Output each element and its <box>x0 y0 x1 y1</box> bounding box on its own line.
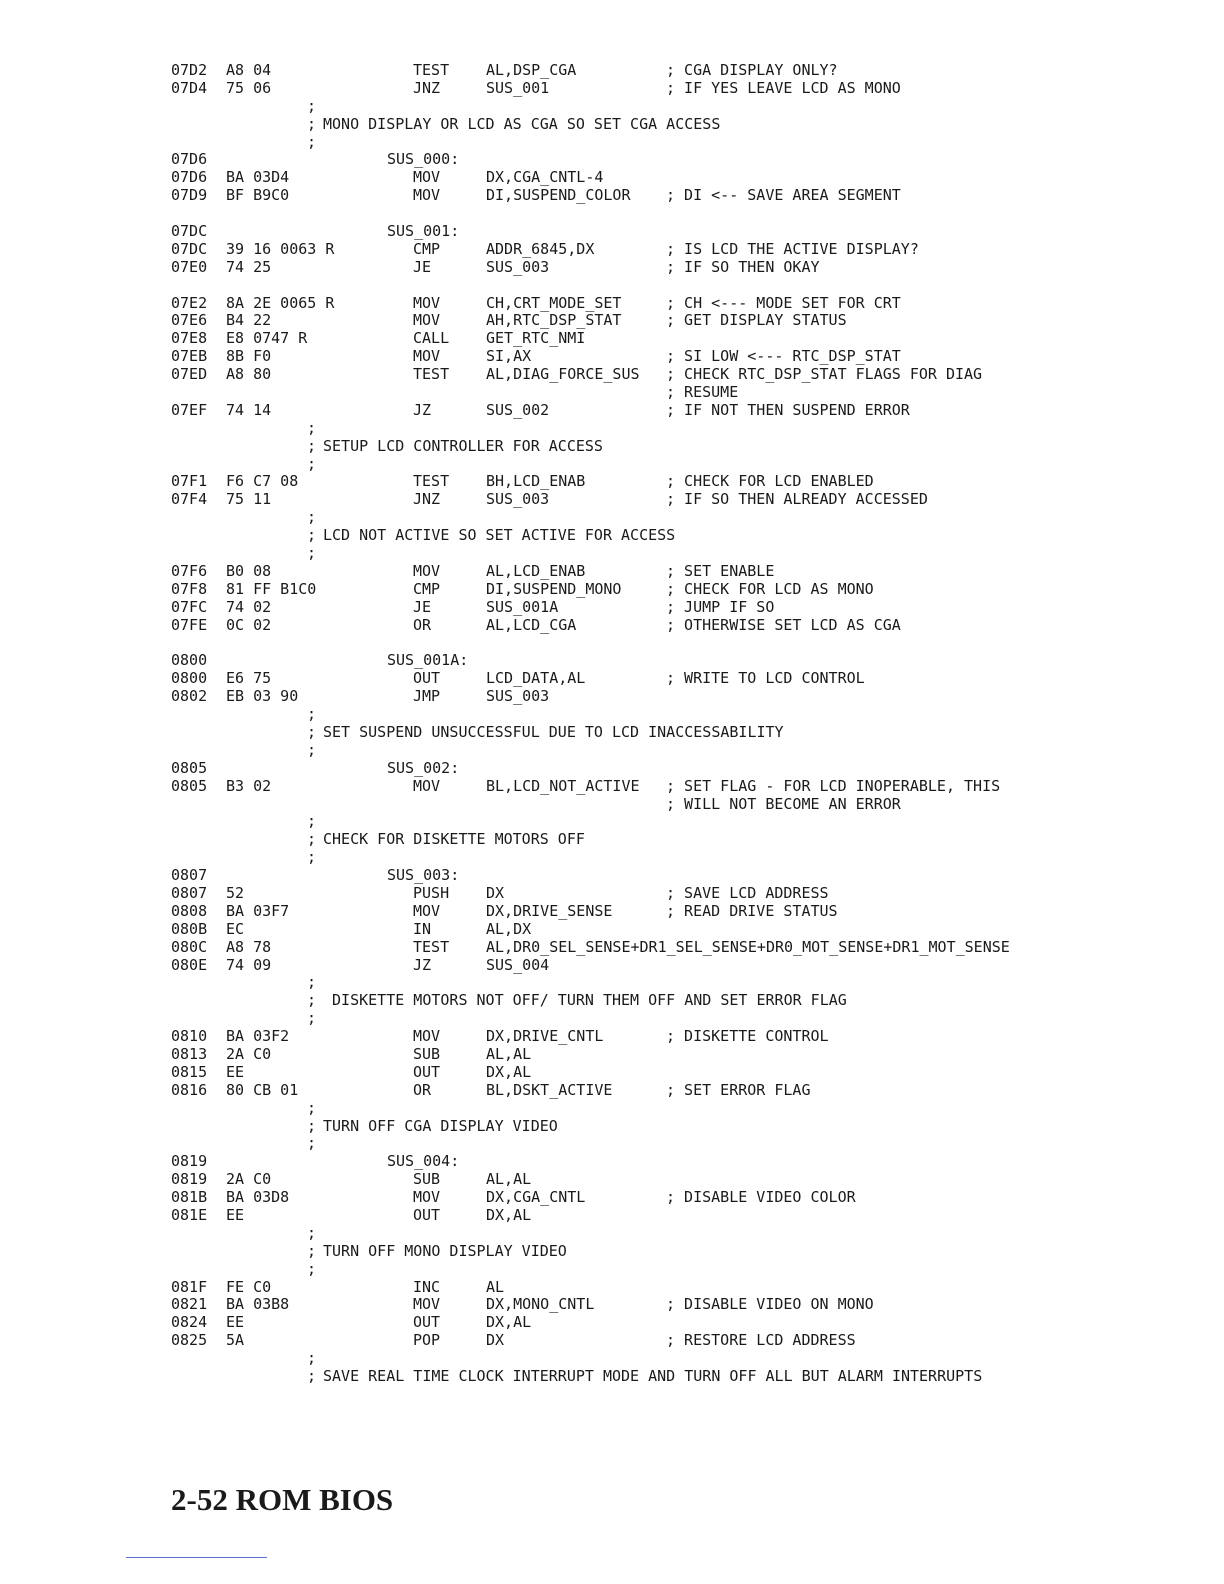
comment-marker: ; <box>307 1134 317 1153</box>
opcode: TEST <box>413 61 450 79</box>
machine-code: 80 CB 01 <box>226 1080 299 1099</box>
operands: BL,DSKT_ACTIVE <box>486 1080 613 1099</box>
address: 0824 <box>171 1313 208 1332</box>
machine-code: 74 09 <box>226 955 272 974</box>
machine-code: 75 06 <box>226 78 272 97</box>
code-line <box>0 295 1224 313</box>
operands: DX,AL <box>486 1206 532 1224</box>
address: 081F <box>171 1277 208 1296</box>
comment-marker: ; <box>307 722 317 741</box>
operands: BH,LCD_ENAB <box>486 472 586 491</box>
comment-marker: ; <box>307 526 317 545</box>
inline-comment: ; IF SO THEN OKAY <box>666 257 820 276</box>
operands: CH,CRT_MODE_SET <box>486 293 622 312</box>
machine-code: 8B F0 <box>226 347 272 366</box>
code-line <box>0 491 1224 509</box>
address: 0825 <box>171 1331 208 1350</box>
address: 07EB <box>171 347 208 366</box>
machine-code: 8A 2E 0065 R <box>226 293 335 312</box>
comment-marker: ; <box>307 1259 317 1278</box>
inline-comment: ; DISABLE VIDEO ON MONO <box>666 1295 874 1314</box>
code-label: SUS_001A: <box>387 651 469 670</box>
address: 07F6 <box>171 561 208 580</box>
machine-code: EC <box>226 919 245 938</box>
machine-code: EE <box>226 1062 245 1081</box>
machine-code: B3 02 <box>226 776 272 795</box>
code-line <box>0 348 1224 366</box>
address: 07D4 <box>171 78 208 97</box>
address: 0821 <box>171 1295 208 1314</box>
comment-marker: ; <box>307 1098 317 1117</box>
machine-code: 0C 02 <box>226 615 272 634</box>
comment-marker-line <box>0 1350 1224 1368</box>
address: 0807 <box>171 866 208 885</box>
machine-code: 75 11 <box>226 490 272 509</box>
inline-comment: ; DISKETTE CONTROL <box>666 1027 829 1046</box>
opcode: CMP <box>413 579 441 598</box>
opcode: MOV <box>413 901 441 920</box>
address: 0805 <box>171 776 208 795</box>
inline-comment: ; DISABLE VIDEO COLOR <box>666 1188 856 1207</box>
address: 07DC <box>171 222 208 241</box>
opcode: JNZ <box>413 490 441 509</box>
address: 0808 <box>171 901 208 920</box>
address: 07ED <box>171 365 208 384</box>
comment-marker-line <box>0 456 1224 474</box>
code-label: SUS_002: <box>387 758 460 777</box>
code-line <box>0 885 1224 903</box>
inline-comment: ; IF SO THEN ALREADY ACCESSED <box>666 490 928 509</box>
operands: DX,DRIVE_CNTL <box>486 1027 604 1046</box>
section-comment <box>0 724 1224 742</box>
address: 0816 <box>171 1080 208 1099</box>
section-comment <box>0 992 1224 1010</box>
code-line <box>0 921 1224 939</box>
code-line <box>0 151 1224 169</box>
address: 07D6 <box>171 168 208 187</box>
section-comment <box>0 116 1224 134</box>
opcode: OUT <box>413 1313 441 1332</box>
opcode: MOV <box>413 776 441 795</box>
comment-marker: ; <box>307 1223 317 1242</box>
machine-code: A8 04 <box>226 61 272 79</box>
opcode: JMP <box>413 687 441 706</box>
inline-comment: ; CH <--- MODE SET FOR CRT <box>666 293 901 312</box>
address: 07F1 <box>171 472 208 491</box>
inline-comment: ; RESUME <box>666 383 739 402</box>
comment-marker-line <box>0 706 1224 724</box>
inline-comment: ; IF YES LEAVE LCD AS MONO <box>666 78 901 97</box>
opcode: OR <box>413 1080 432 1099</box>
inline-comment: ; OTHERWISE SET LCD AS CGA <box>666 615 901 634</box>
address: 07D9 <box>171 186 208 205</box>
inline-comment: ; CHECK FOR LCD AS MONO <box>666 579 874 598</box>
comment-marker: ; <box>307 1367 317 1386</box>
comment-marker-line <box>0 742 1224 760</box>
operands: DX,DRIVE_SENSE <box>486 901 613 920</box>
inline-comment: ; GET DISPLAY STATUS <box>666 311 847 330</box>
opcode: JZ <box>413 400 432 419</box>
inline-comment: ; SET ERROR FLAG <box>666 1080 811 1099</box>
opcode: JE <box>413 597 432 616</box>
machine-code: F6 C7 08 <box>226 472 299 491</box>
machine-code: BA 03F2 <box>226 1027 290 1046</box>
opcode: MOV <box>413 293 441 312</box>
comment-marker-line <box>0 134 1224 152</box>
comment-marker-line <box>0 420 1224 438</box>
operands: DX <box>486 1331 505 1350</box>
blank-line <box>0 635 1224 653</box>
code-line <box>0 1189 1224 1207</box>
machine-code: 52 <box>226 883 245 902</box>
address: 080C <box>171 937 208 956</box>
comment-marker: ; <box>307 812 317 831</box>
comment-marker: ; <box>307 114 317 133</box>
opcode: CALL <box>413 329 450 348</box>
operands: ADDR_6845,DX <box>486 239 595 258</box>
opcode: SUB <box>413 1044 441 1063</box>
code-line <box>0 581 1224 599</box>
section-comment-text: SET SUSPEND UNSUCCESSFUL DUE TO LCD INACCESSABILITY <box>323 722 784 741</box>
machine-code: 2A C0 <box>226 1170 272 1189</box>
machine-code: EB 03 90 <box>226 687 299 706</box>
address: 0810 <box>171 1027 208 1046</box>
code-line <box>0 670 1224 688</box>
machine-code: A8 78 <box>226 937 272 956</box>
section-comment-text: LCD NOT ACTIVE SO SET ACTIVE FOR ACCESS <box>323 526 676 545</box>
comment-marker-line <box>0 1100 1224 1118</box>
code-line <box>0 903 1224 921</box>
code-line <box>0 384 1224 402</box>
assembly-listing <box>0 62 1224 1386</box>
machine-code: 74 02 <box>226 597 272 616</box>
code-line <box>0 1064 1224 1082</box>
opcode: POP <box>413 1331 441 1350</box>
machine-code: B4 22 <box>226 311 272 330</box>
opcode: JE <box>413 257 432 276</box>
opcode: TEST <box>413 937 450 956</box>
code-line <box>0 169 1224 187</box>
opcode: OUT <box>413 1206 441 1224</box>
operands: SUS_003 <box>486 490 550 509</box>
section-comment-text: DISKETTE MOTORS NOT OFF/ TURN THEM OFF AND SET ERROR FLAG <box>323 991 847 1010</box>
operands: AL,LCD_ENAB <box>486 561 586 580</box>
comment-marker: ; <box>307 132 317 151</box>
comment-marker-line <box>0 98 1224 116</box>
address: 0819 <box>171 1152 208 1171</box>
opcode: INC <box>413 1277 441 1296</box>
comment-marker: ; <box>307 96 317 115</box>
address: 07E0 <box>171 257 208 276</box>
code-line <box>0 1028 1224 1046</box>
opcode: OUT <box>413 1062 441 1081</box>
code-line <box>0 62 1224 80</box>
inline-comment: ; CHECK FOR LCD ENABLED <box>666 472 874 491</box>
operands: DX,AL <box>486 1313 532 1332</box>
footer-rule <box>126 1557 267 1558</box>
code-line <box>0 402 1224 420</box>
machine-code: EE <box>226 1313 245 1332</box>
address: 0805 <box>171 758 208 777</box>
opcode: MOV <box>413 347 441 366</box>
code-line <box>0 563 1224 581</box>
machine-code: E8 0747 R <box>226 329 308 348</box>
opcode: MOV <box>413 1027 441 1046</box>
machine-code: BA 03D8 <box>226 1188 290 1207</box>
code-line <box>0 241 1224 259</box>
address: 07D2 <box>171 61 208 79</box>
comment-marker-line <box>0 1261 1224 1279</box>
comment-marker-line <box>0 545 1224 563</box>
section-comment <box>0 1243 1224 1261</box>
section-comment-text: SAVE REAL TIME CLOCK INTERRUPT MODE AND TURN OFF ALL BUT ALARM INTERRUPTS <box>323 1367 983 1386</box>
code-line <box>0 366 1224 384</box>
machine-code: 2A C0 <box>226 1044 272 1063</box>
operands: DX,MONO_CNTL <box>486 1295 595 1314</box>
blank-line <box>0 277 1224 295</box>
address: 07F4 <box>171 490 208 509</box>
code-line <box>0 187 1224 205</box>
machine-code: 39 16 0063 R <box>226 239 335 258</box>
operands: AL,DSP_CGA <box>486 61 577 79</box>
inline-comment: ; IF NOT THEN SUSPEND ERROR <box>666 400 910 419</box>
operands: SI,AX <box>486 347 532 366</box>
machine-code: EE <box>226 1206 245 1224</box>
code-line <box>0 223 1224 241</box>
inline-comment: ; READ DRIVE STATUS <box>666 901 838 920</box>
address: 080B <box>171 919 208 938</box>
comment-marker: ; <box>307 436 317 455</box>
section-comment-text: MONO DISPLAY OR LCD AS CGA SO SET CGA ACCESS <box>323 114 721 133</box>
comment-marker-line <box>0 1010 1224 1028</box>
address: 07FC <box>171 597 208 616</box>
address: 0807 <box>171 883 208 902</box>
address: 07EF <box>171 400 208 419</box>
section-comment <box>0 438 1224 456</box>
inline-comment: ; SET FLAG - FOR LCD INOPERABLE, THIS <box>666 776 1001 795</box>
operands: LCD_DATA,AL <box>486 669 586 688</box>
opcode: JZ <box>413 955 432 974</box>
address: 0819 <box>171 1170 208 1189</box>
code-line <box>0 312 1224 330</box>
section-comment-text: CHECK FOR DISKETTE MOTORS OFF <box>323 830 585 849</box>
code-line <box>0 688 1224 706</box>
address: 0813 <box>171 1044 208 1063</box>
machine-code: B0 08 <box>226 561 272 580</box>
opcode: JNZ <box>413 78 441 97</box>
address: 07E2 <box>171 293 208 312</box>
inline-comment: ; SI LOW <--- RTC_DSP_STAT <box>666 347 901 366</box>
code-label: SUS_001: <box>387 222 460 241</box>
operands: DI,SUSPEND_COLOR <box>486 186 631 205</box>
address: 0800 <box>171 651 208 670</box>
operands: SUS_001 <box>486 78 550 97</box>
opcode: IN <box>413 919 432 938</box>
comment-marker: ; <box>307 991 317 1010</box>
comment-marker: ; <box>307 1241 317 1260</box>
machine-code: FE C0 <box>226 1277 272 1296</box>
comment-marker-line <box>0 813 1224 831</box>
opcode: MOV <box>413 186 441 205</box>
operands: DI,SUSPEND_MONO <box>486 579 622 598</box>
opcode: MOV <box>413 311 441 330</box>
address: 07D6 <box>171 150 208 169</box>
comment-marker-line <box>0 509 1224 527</box>
inline-comment: ; SAVE LCD ADDRESS <box>666 883 829 902</box>
address: 081E <box>171 1206 208 1224</box>
machine-code: A8 80 <box>226 365 272 384</box>
code-line <box>0 957 1224 975</box>
operands: SUS_001A <box>486 597 559 616</box>
opcode: MOV <box>413 1295 441 1314</box>
inline-comment: ; CGA DISPLAY ONLY? <box>666 61 838 79</box>
address: 0800 <box>171 669 208 688</box>
section-comment <box>0 1118 1224 1136</box>
opcode: MOV <box>413 168 441 187</box>
section-comment-text: TURN OFF CGA DISPLAY VIDEO <box>323 1116 558 1135</box>
opcode: OUT <box>413 669 441 688</box>
code-label: SUS_003: <box>387 866 460 885</box>
operands: AH,RTC_DSP_STAT <box>486 311 622 330</box>
operands: DX,CGA_CNTL <box>486 1188 586 1207</box>
code-line <box>0 1171 1224 1189</box>
inline-comment: ; JUMP IF SO <box>666 597 775 616</box>
code-line <box>0 1296 1224 1314</box>
comment-marker: ; <box>307 705 317 724</box>
code-line <box>0 330 1224 348</box>
opcode: SUB <box>413 1170 441 1189</box>
section-comment <box>0 527 1224 545</box>
opcode: TEST <box>413 365 450 384</box>
code-line <box>0 1153 1224 1171</box>
machine-code: BA 03D4 <box>226 168 290 187</box>
address: 081B <box>171 1188 208 1207</box>
comment-marker-line <box>0 1225 1224 1243</box>
inline-comment: ; CHECK RTC_DSP_STAT FLAGS FOR DIAG <box>666 365 983 384</box>
machine-code: BF B9C0 <box>226 186 290 205</box>
operands: DX,CGA_CNTL-4 <box>486 168 604 187</box>
code-line <box>0 1314 1224 1332</box>
operands: AL,AL <box>486 1044 532 1063</box>
inline-comment: ; IS LCD THE ACTIVE DISPLAY? <box>666 239 919 258</box>
operands: GET_RTC_NMI <box>486 329 586 348</box>
code-label: SUS_004: <box>387 1152 460 1171</box>
operands: AL,DIAG_FORCE_SUS <box>486 365 640 384</box>
machine-code: 5A <box>226 1331 245 1350</box>
operands: AL,LCD_CGA <box>486 615 577 634</box>
address: 07E8 <box>171 329 208 348</box>
operands: SUS_002 <box>486 400 550 419</box>
section-comment-text: TURN OFF MONO DISPLAY VIDEO <box>323 1241 567 1260</box>
comment-marker: ; <box>307 848 317 867</box>
code-line <box>0 80 1224 98</box>
inline-comment: ; DI <-- SAVE AREA SEGMENT <box>666 186 901 205</box>
address: 07F8 <box>171 579 208 598</box>
operands: AL,DX <box>486 919 532 938</box>
machine-code: BA 03F7 <box>226 901 290 920</box>
opcode: OR <box>413 615 432 634</box>
operands: DX,AL <box>486 1062 532 1081</box>
section-comment <box>0 831 1224 849</box>
code-line <box>0 1207 1224 1225</box>
section-comment <box>0 1368 1224 1386</box>
section-comment-text: SETUP LCD CONTROLLER FOR ACCESS <box>323 436 603 455</box>
opcode: CMP <box>413 239 441 258</box>
comment-marker: ; <box>307 973 317 992</box>
code-line <box>0 867 1224 885</box>
page-footer-title: 2-52 ROM BIOS <box>171 1482 394 1517</box>
code-line <box>0 939 1224 957</box>
opcode: MOV <box>413 1188 441 1207</box>
address: 07E6 <box>171 311 208 330</box>
machine-code: 81 FF B1C0 <box>226 579 317 598</box>
address: 07FE <box>171 615 208 634</box>
code-line <box>0 617 1224 635</box>
code-line <box>0 1332 1224 1350</box>
comment-marker: ; <box>307 508 317 527</box>
opcode: TEST <box>413 472 450 491</box>
opcode: PUSH <box>413 883 450 902</box>
machine-code: BA 03B8 <box>226 1295 290 1314</box>
comment-marker: ; <box>307 830 317 849</box>
operands: SUS_003 <box>486 687 550 706</box>
operands: AL <box>486 1277 505 1296</box>
comment-marker: ; <box>307 454 317 473</box>
code-line <box>0 599 1224 617</box>
comment-marker-line <box>0 1135 1224 1153</box>
comment-marker: ; <box>307 740 317 759</box>
code-line <box>0 1279 1224 1297</box>
inline-comment: ; WRITE TO LCD CONTROL <box>666 669 865 688</box>
inline-comment: ; RESTORE LCD ADDRESS <box>666 1331 856 1350</box>
code-line <box>0 1046 1224 1064</box>
operands: SUS_003 <box>486 257 550 276</box>
operands: BL,LCD_NOT_ACTIVE <box>486 776 640 795</box>
code-line <box>0 796 1224 814</box>
comment-marker: ; <box>307 1116 317 1135</box>
comment-marker: ; <box>307 544 317 563</box>
code-line <box>0 1082 1224 1100</box>
inline-comment: ; WILL NOT BECOME AN ERROR <box>666 794 901 813</box>
code-line <box>0 652 1224 670</box>
operands: AL,AL <box>486 1170 532 1189</box>
code-label: SUS_000: <box>387 150 460 169</box>
code-line <box>0 473 1224 491</box>
blank-line <box>0 205 1224 223</box>
code-line <box>0 760 1224 778</box>
comment-marker-line <box>0 849 1224 867</box>
machine-code: 74 25 <box>226 257 272 276</box>
operands: DX <box>486 883 505 902</box>
comment-marker-line <box>0 974 1224 992</box>
operands: SUS_004 <box>486 955 550 974</box>
address: 0815 <box>171 1062 208 1081</box>
address: 0802 <box>171 687 208 706</box>
opcode: MOV <box>413 561 441 580</box>
comment-marker: ; <box>307 1349 317 1368</box>
inline-comment: ; SET ENABLE <box>666 561 775 580</box>
machine-code: E6 75 <box>226 669 272 688</box>
comment-marker: ; <box>307 1009 317 1028</box>
operands: AL,DR0_SEL_SENSE+DR1_SEL_SENSE+DR0_MOT_SENSE+DR1_MOT_SENSE <box>486 937 1010 956</box>
machine-code: 74 14 <box>226 400 272 419</box>
address: 07DC <box>171 239 208 258</box>
code-line <box>0 778 1224 796</box>
comment-marker: ; <box>307 418 317 437</box>
code-line <box>0 259 1224 277</box>
address: 080E <box>171 955 208 974</box>
